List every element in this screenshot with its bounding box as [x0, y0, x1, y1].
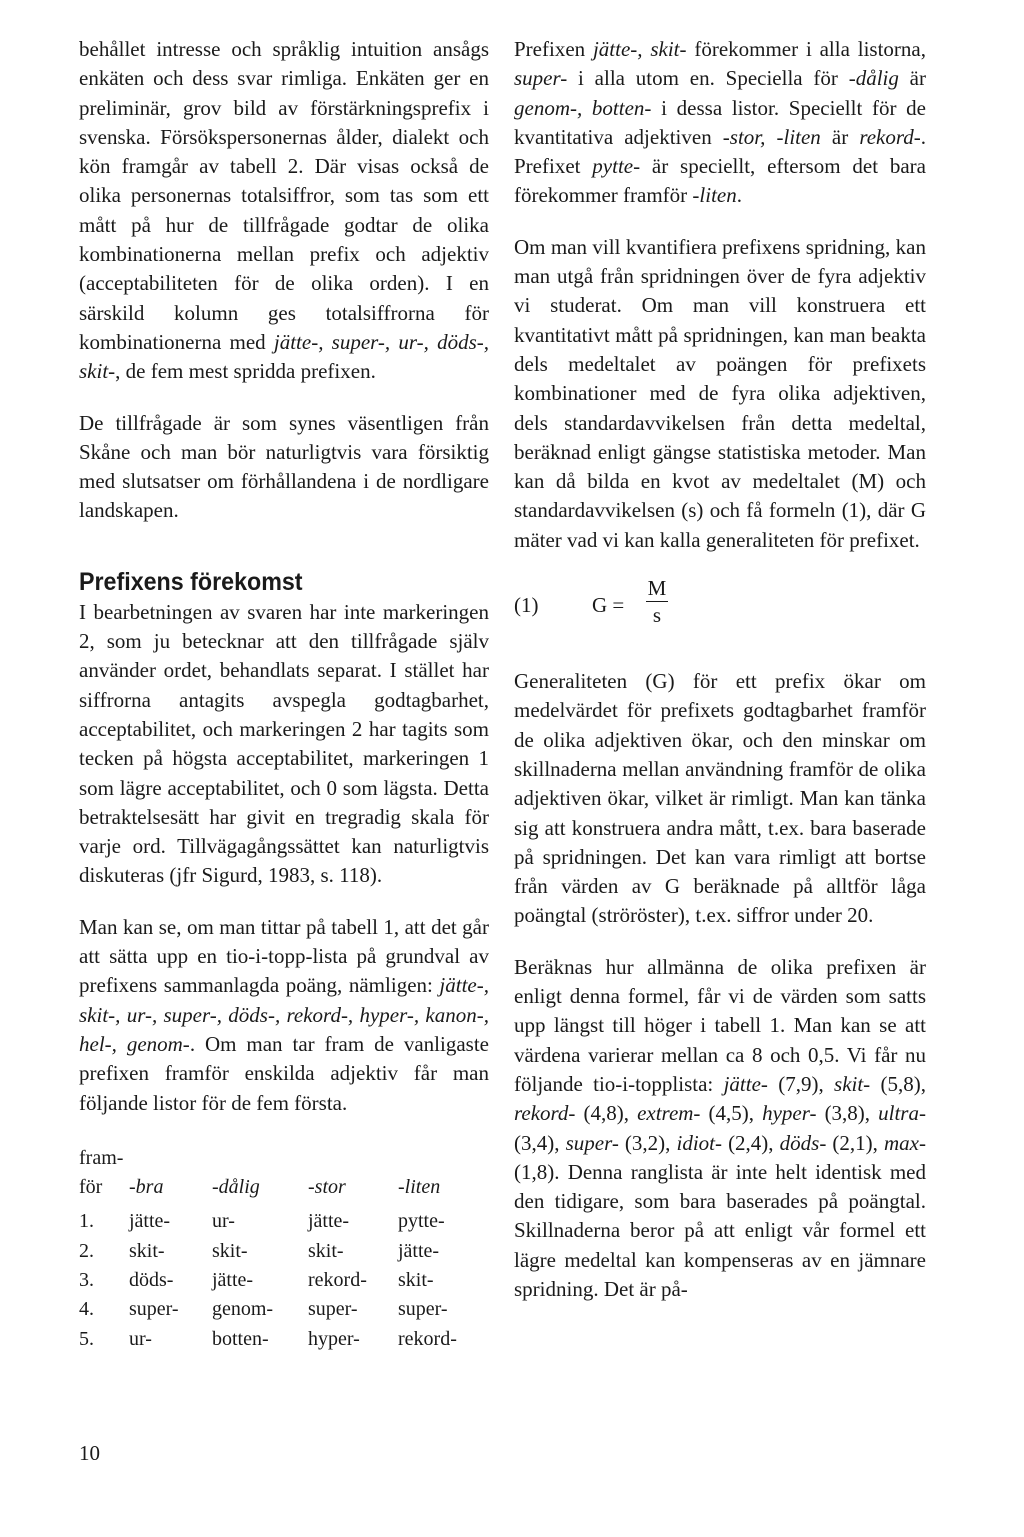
paragraph: De tillfrågade är som synes väsentligen från Skåne och man bör naturligtvis vara försiktig med slutsatser om förhållandena i de nordligare landskapen. [79, 410, 489, 523]
list-header-for: för [79, 1176, 103, 1199]
formula-fraction [646, 575, 668, 628]
formula-number: (1) [514, 593, 539, 618]
list-header-fram: fram- [79, 1146, 124, 1169]
table-header-row [79, 1173, 478, 1207]
table-row: 5. ur- botten- hyper- rekord- [79, 1327, 457, 1350]
paragraph: Prefixen jätte-, skit- förekommer i alla listorna, super- i alla utom en. Speciella för -dålig är genom-, botten- i dessa listor. Speciellt för de kvantitativa adjektiven -stor, -liten är rekord-. Prefixet pytte- är speciellt, eftersom det bara förekommer framför -liten. [514, 37, 926, 208]
table-row: 3. döds- jätte- rekord- skit- [79, 1268, 434, 1291]
left-column [79, 35, 489, 1354]
right-column [514, 35, 926, 1304]
table-row: 1. jätte- ur- jätte- pytte- [79, 1210, 445, 1233]
paragraph: Man kan se, om man tittar på tabell 1, att det går att sätta upp en tio-i-topp-lista på grundval av prefixens sammanlagda poäng, nämligen: jätte-, skit-, ur-, super-, döds-, rekord-, hyper-, kanon-, hel-, genom-. Om man tar fram de vanligaste prefixen framför enskilda adjektiv får man följande listor för de fem första. [79, 914, 489, 1115]
paragraph: Generaliteten (G) för ett prefix ökar om medelvärdet för prefixets godtagbarhet framför de olika adjektiven ökar, och den minskar om skillnaderna mellan användning framför de olika adjektiven ökar, vilket är rimligt. Man kan tänka sig att konstruera andra mått, t.ex. bara baserade på spridningen. Det kan vara rimligt att bortse från värden av G beräknade på alltför låga poängtal (ströröster), t.ex. siffror under 20. [514, 669, 926, 928]
formula-denominator: s [652, 603, 662, 628]
column-header: -stor [308, 1176, 346, 1199]
column-header: -dålig [212, 1176, 260, 1199]
column-header: -liten [398, 1176, 441, 1199]
prefix-table [79, 1173, 478, 1354]
column-header: -bra [129, 1176, 164, 1199]
formula-lhs: G = [592, 593, 625, 618]
page-number: 10 [79, 1441, 100, 1465]
paragraph: I bearbetningen av svaren har inte markeringen 2, som ju betecknar att den tillfrågade själv använder ordet, behandlats separat. I stället har siffrorna antagits avspegla godtagbarhet, acceptabilitet, och markeringen 2 har tagits som tecken på högsta acceptabilitet, markeringen 1 som lägre acceptabilitet, och 0 som lägsta. Detta betraktelsesätt har givit en tregradig skala för varje ord. Tillvägagångssättet kan naturligtvis diskuteras (jfr Sigurd, 1983, s. 118). [79, 599, 489, 888]
formula-1 [514, 575, 926, 637]
table-row: 2. skit- skit- skit- jätte- [79, 1239, 440, 1262]
table-row: 4. super- genom- super- super- [79, 1298, 448, 1321]
paragraph: Om man vill kvantifiera prefixens spridning, kan man utgå från spridningen över de fyra adjektiv vi studerat. Om man vill konstruera ett kvantitativt mått på spridningen, kan man beakta dels medeltalet av poängen för prefixets kombinationer med de fyra olika adjektiven, dels standardavvikelsen från detta medeltal, beräknad enligt gängse statistiska metoder. Man kan då bilda en kvot av medeltalet (M) och standardavvikelsen (s) och få formeln (1), där G mäter vad vi kan kalla generaliteten för prefixet. [514, 234, 926, 552]
section-heading: Prefixens förekomst [79, 567, 303, 596]
paragraph: Beräknas hur allmänna de olika prefixen är enligt denna formel, får vi de värden som satts upp längst till höger i tabell 1. Man kan se att värdena varierar mellan ca 8 och 0,5. Vi får nu följande tio-i-topplista: jätte- (7,9), skit- (5,8), rekord- (4,8), extrem- (4,5), hyper- (3,8), ultra- (3,4), super- (3,2), idiot- (2,4), döds- (2,1), max- (1,8). Denna ranglista är inte helt identisk med den tidigare, som bara baserades på poängtal. Skillnaderna beror på att enligt vår formel ett lägre medeltal kan kompenseras av en jämnare spridning. Det är på- [514, 954, 926, 1301]
formula-numerator: M [647, 576, 667, 601]
prefix-lists [79, 1144, 489, 1354]
paragraph: behållet intresse och språklig intuition ansågs enkäten och dess svar rimliga. Enkäten ger en preliminär, grov bild av förstärkningsprefix i svenska. Försökspersonernas ålder, dialekt och kön framgår av tabell 2. Där visas också de olika personernas totalsiffror, som tas som ett mått på hur de tillfrågade godtar de olika kombinationerna mellan prefix och adjektiv (acceptabiliteten för de olika orden). I en särskild kolumn ges totalsiffrorna för kombinationerna med jätte-, super-, ur-, döds-, skit-, de fem mest spridda prefixen. [79, 37, 490, 384]
